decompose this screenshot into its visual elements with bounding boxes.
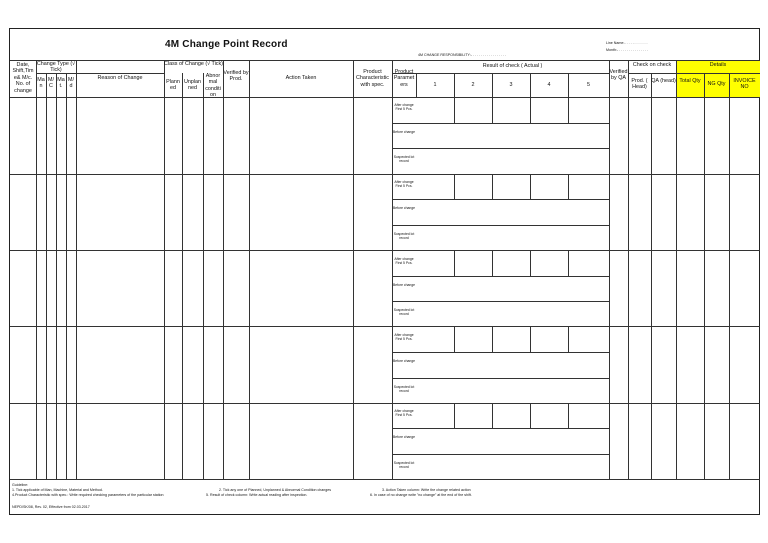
before-change-label: Before change: [392, 435, 416, 439]
before-change-label: Before change: [392, 206, 416, 210]
change-type-header: Change Type (√ Tick): [36, 61, 76, 73]
abnormal-header: Abnor mal conditi on: [205, 73, 221, 97]
result-of-check-header: Result of check ( Actual ): [482, 63, 543, 69]
guideline-4: 4.Product Characteristic with spec.: Write required checking parameters of the particular station: [12, 493, 164, 497]
before-change-label: Before change: [392, 283, 416, 287]
suspected-lot-label: Suspected lot record: [393, 461, 415, 469]
action-taken-header: Action Taken: [285, 75, 317, 81]
before-change-label: Before change: [392, 130, 416, 134]
after-change-label: After change First 5 Pcs.: [394, 103, 414, 111]
ng-qty-header: NG Qty: [707, 81, 726, 87]
verified-prod-header: Verified by Prod.: [223, 70, 249, 83]
after-change-label: After change First 5 Pcs.: [394, 180, 414, 188]
date-shift-header: Date, Shift,Tim e& M/c. No. of change: [12, 62, 34, 94]
suspected-lot-label: Suspected lot record: [393, 155, 415, 163]
suspected-lot-label: Suspected lot record: [393, 232, 415, 240]
check-on-check-header: Check on check: [632, 62, 672, 68]
suspected-lot-label: Suspected lot record: [393, 308, 415, 316]
change-type-machine: M/ C: [48, 77, 54, 90]
result-col-5: 5: [587, 82, 590, 88]
change-type-material: Ma t.: [57, 77, 65, 90]
product-parameters-header: Product Paramet ers: [393, 69, 415, 88]
details-header: Details: [709, 62, 727, 68]
change-type-man: Ma n: [37, 77, 45, 90]
document-reference: NEPD/SK/08, Rev. 02, Effective from 02.03.2017: [12, 505, 90, 509]
after-change-label: After change First 5 Pcs.: [394, 333, 414, 341]
result-col-3: 3: [509, 82, 513, 88]
total-qty-header: Total Qty: [679, 78, 701, 84]
guideline-1: 1. Tick applicable of Man, Machine, Material and Method.: [12, 488, 103, 492]
guideline-2: 2. Tick any one of Planned, Unplanned & Abnormal Condition changes: [219, 488, 332, 492]
responsibility-field[interactable]: 4M CHANGE RESPONSIBILITY:- . . . . . . . . . . . . . . . . .: [418, 53, 506, 57]
guideline-5: 5. Result of check column: Write actual reading after inspection.: [206, 493, 308, 497]
result-col-4: 4: [547, 82, 551, 88]
guideline-3: 3. Action Taken column: Write the change related action: [382, 488, 471, 492]
month-field[interactable]: Month:- . . . . . . . . . . . . . . .: [606, 48, 649, 52]
unplanned-header: Unplan ned: [183, 79, 202, 92]
result-col-2: 2: [471, 82, 475, 88]
verified-qa-header: Verified by QA: [609, 69, 628, 82]
line-name-field[interactable]: Line Name:- . . . . . . . . . . .: [606, 41, 648, 45]
qa-head-header: QA (head): [651, 78, 676, 84]
result-col-1: 1: [433, 82, 437, 88]
before-change-label: Before change: [392, 359, 416, 363]
suspected-lot-label: Suspected lot record: [393, 385, 415, 393]
planned-header: Plann ed: [166, 79, 180, 92]
invoice-no-header: INVOICE NO: [733, 78, 756, 91]
change-point-record-sheet: [9, 28, 760, 515]
reason-header: Reason of Change: [97, 75, 143, 81]
change-type-method: M/ d: [68, 77, 74, 90]
prod-head-header: Prod. ( Head): [631, 78, 648, 91]
guideline-6: 6. In case of no change write "no change" at the end of the shift.: [370, 493, 472, 497]
product-characteristic-header: Product Characteristic with spec.: [356, 69, 389, 88]
guideline-heading: Guideline:: [12, 483, 29, 487]
page-title: 4M Change Point Record: [165, 39, 288, 50]
after-change-label: After change First 5 Pcs.: [394, 409, 414, 417]
class-of-change-header: Class of Change (√ Tick): [164, 61, 223, 67]
after-change-label: After change First 5 Pcs.: [394, 257, 414, 265]
